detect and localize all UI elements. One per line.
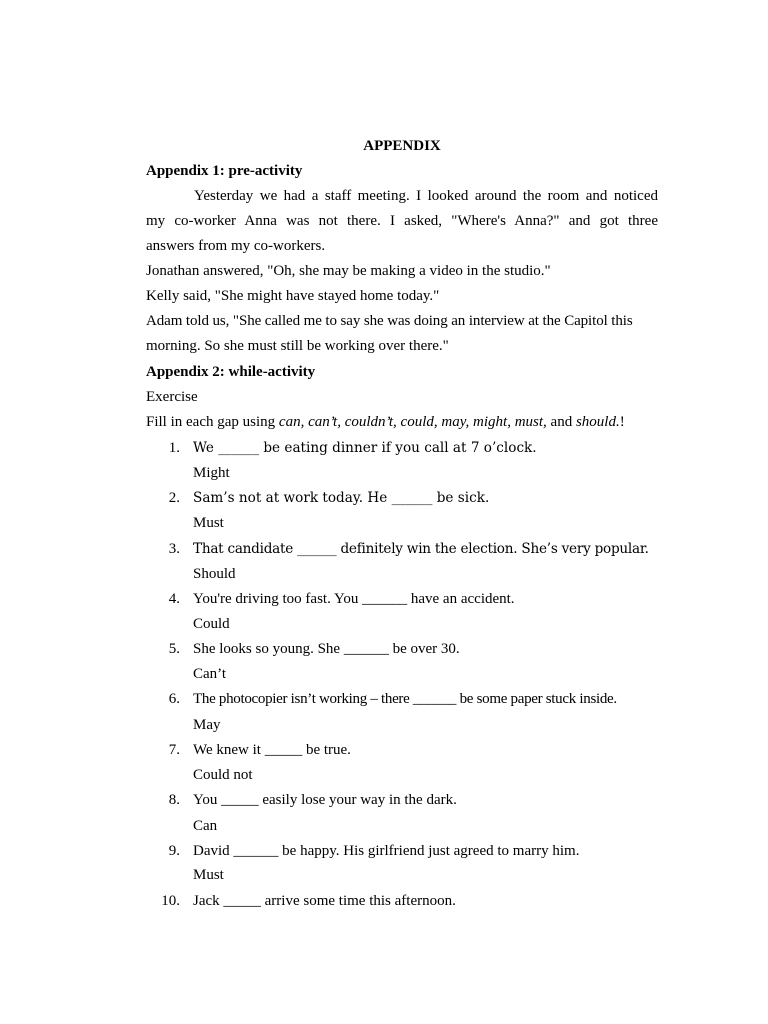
- exercise-instruction: [146, 412, 625, 432]
- appendix2-title: Appendix 2: while-activity: [146, 364, 316, 380]
- exercise-label: Exercise: [146, 389, 198, 405]
- item-question: You're driving too fast. You ______ have an accident.: [193, 591, 515, 607]
- exercise-item-4: [146, 589, 658, 609]
- appendix1-title: Appendix 1: pre-activity: [146, 163, 303, 179]
- item-question: You _____ easily lose your way in the dark.: [193, 792, 457, 808]
- item-question: Jack _____ arrive some time this afternoon.: [193, 893, 456, 909]
- exercise-item-2: [146, 488, 658, 508]
- item-question: She looks so young. She ______ be over 30.: [193, 641, 460, 657]
- appendix1-line-kelly: Kelly said, "She might have stayed home today.": [146, 288, 440, 304]
- appendix1-line-jonathan: Jonathan answered, "Oh, she may be making a video in the studio.": [146, 263, 551, 279]
- item-answer-9: Must: [193, 867, 224, 883]
- item-number: 10.: [161, 893, 180, 909]
- exercise-item-1: [146, 438, 658, 458]
- exercise-item-3: [146, 539, 658, 559]
- item-number: 5.: [168, 641, 180, 657]
- exercise-item-6: [146, 689, 658, 709]
- exercise-item-10: [146, 891, 658, 911]
- appendix1-para-line-1: Yesterday we had a staff meeting. I looked around the room and noticed: [194, 188, 658, 204]
- exercise-item-8: [146, 790, 658, 810]
- item-number: 2.: [168, 490, 180, 506]
- appendix1-line-adam-cont: morning. So she must still be working over there.": [146, 338, 449, 354]
- item-answer-7: Could not: [193, 767, 253, 783]
- exercise-item-5: [146, 639, 658, 659]
- instruction-prefix: Fill in each gap using: [146, 414, 279, 430]
- instruction-last-modal: should.: [575, 414, 620, 430]
- item-question: We knew it _____ be true.: [193, 742, 351, 758]
- item-question: David ______ be happy. His girlfriend just agreed to marry him.: [193, 843, 580, 859]
- instruction-and: and: [546, 414, 576, 430]
- exercise-item-9: [146, 841, 658, 861]
- item-number: 3.: [168, 541, 180, 557]
- item-answer-6: May: [193, 717, 221, 733]
- item-number: 1.: [168, 440, 180, 456]
- item-number: 6.: [168, 691, 180, 707]
- appendix1-para-line-3: answers from my co-workers.: [146, 238, 326, 254]
- instruction-modals: can, can’t, couldn’t, could, may, might, must,: [278, 414, 547, 430]
- item-answer-2: Must: [193, 515, 224, 531]
- item-question: Sam’s not at work today. He ______ be sick.: [193, 490, 490, 506]
- exercise-item-7: [146, 740, 658, 760]
- item-number: 8.: [168, 792, 180, 808]
- appendix-heading: APPENDIX: [363, 138, 441, 154]
- item-question: That candidate ______ definitely win the election. She’s very popular.: [193, 541, 649, 557]
- item-number: 4.: [168, 591, 180, 607]
- instruction-suffix: !: [619, 414, 625, 430]
- item-number: 9.: [168, 843, 180, 859]
- item-answer-8: Can: [193, 818, 218, 834]
- item-answer-1: Might: [193, 465, 230, 481]
- item-answer-4: Could: [193, 616, 230, 632]
- item-question: The photocopier isn’t working – there ______ be some paper stuck inside.: [193, 691, 617, 707]
- item-answer-5: Can’t: [193, 666, 227, 682]
- item-question: We ______ be eating dinner if you call at 7 o’clock.: [193, 440, 537, 456]
- item-answer-3: Should: [193, 566, 236, 582]
- appendix1-line-adam: Adam told us, "She called me to say she was doing an interview at the Capitol this: [146, 313, 633, 329]
- appendix1-para-line-2: my co-worker Anna was not there. I asked, "Where's Anna?" and got three: [146, 213, 658, 229]
- item-number: 7.: [168, 742, 180, 758]
